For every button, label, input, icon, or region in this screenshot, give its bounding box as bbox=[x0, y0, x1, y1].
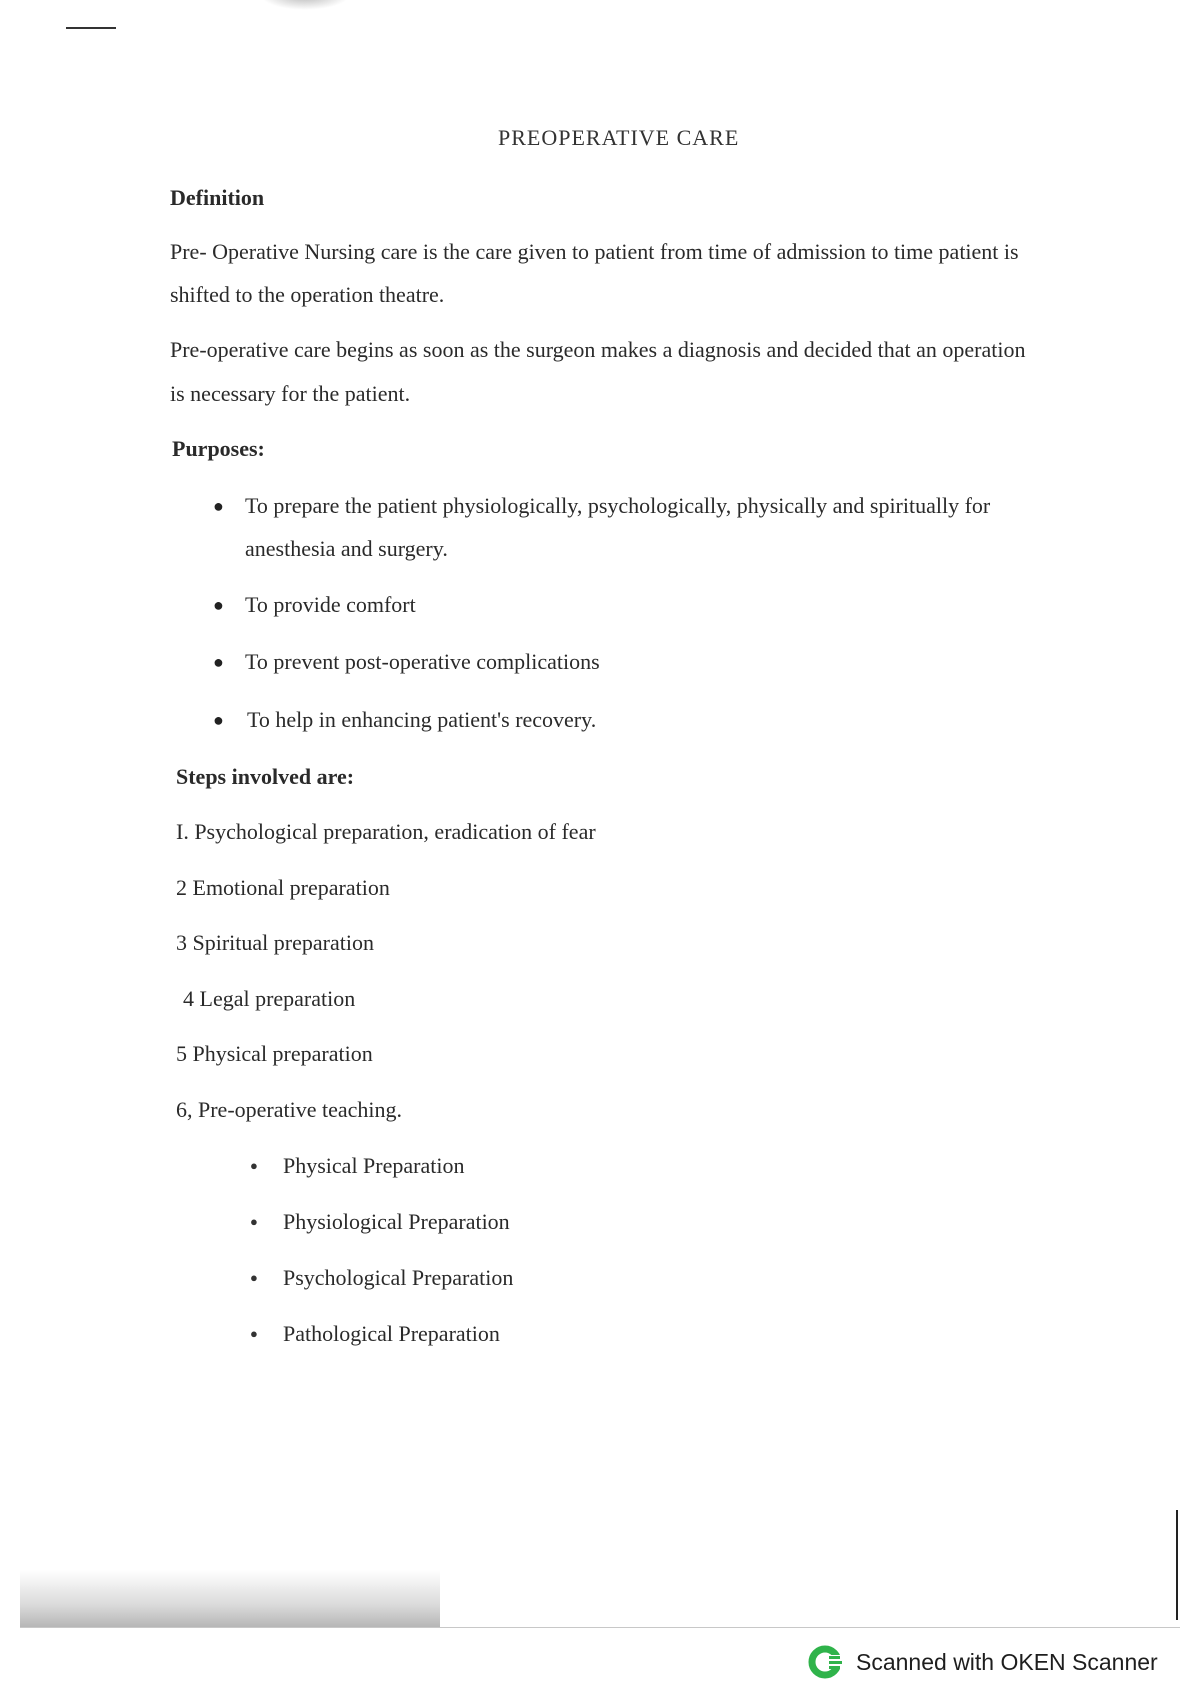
step-item: I. Psychological preparation, eradication of fear bbox=[176, 819, 596, 844]
definition-para2-line2: is necessary for the patient. bbox=[170, 381, 411, 406]
scan-mark-top bbox=[66, 27, 116, 29]
bullet-icon: ● bbox=[250, 1214, 258, 1229]
scanner-logo-icon bbox=[808, 1645, 842, 1679]
scanner-watermark-text: Scanned with OKEN Scanner bbox=[856, 1648, 1158, 1675]
bullet-icon: ● bbox=[250, 1158, 258, 1173]
step-item: 6, Pre-operative teaching. bbox=[176, 1097, 403, 1122]
purpose-item: To prepare the patient physiologically, psychologically, physically and spiritually for bbox=[245, 493, 991, 518]
bullet-icon: ● bbox=[213, 496, 224, 516]
bullet-icon: ● bbox=[213, 652, 224, 672]
purpose-item-continued: anesthesia and surgery. bbox=[245, 536, 448, 561]
bullet-icon: ● bbox=[250, 1270, 258, 1285]
purposes-heading: Purposes: bbox=[172, 436, 265, 461]
purpose-item: To prevent post-operative complications bbox=[245, 649, 600, 674]
page-title: PREOPERATIVE CARE bbox=[498, 125, 740, 150]
scan-shadow-top bbox=[260, 0, 350, 10]
bullet-icon: ● bbox=[213, 595, 224, 615]
scan-shadow-bottom bbox=[20, 1570, 440, 1628]
definition-para1-line1: Pre- Operative Nursing care is the care given to patient from time of admission to time patient is bbox=[170, 239, 1019, 264]
bullet-icon: ● bbox=[213, 710, 224, 730]
sub-item: Psychological Preparation bbox=[283, 1265, 514, 1290]
sub-item: Pathological Preparation bbox=[283, 1321, 500, 1346]
step-item: 4 Legal preparation bbox=[183, 986, 356, 1011]
bullet-icon: ● bbox=[250, 1326, 258, 1341]
steps-heading: Steps involved are: bbox=[176, 764, 355, 789]
scan-edge-line bbox=[20, 1627, 1180, 1628]
sub-item: Physiological Preparation bbox=[283, 1209, 510, 1234]
step-item: 2 Emotional preparation bbox=[176, 875, 390, 900]
step-item: 3 Spiritual preparation bbox=[176, 930, 374, 955]
definition-para2-line1: Pre-operative care begins as soon as the surgeon makes a diagnosis and decided that an operation bbox=[170, 337, 1026, 362]
scanner-watermark bbox=[808, 1644, 1158, 1680]
scan-mark-right bbox=[1176, 1510, 1178, 1620]
purpose-item: To help in enhancing patient's recovery. bbox=[247, 707, 597, 732]
sub-item: Physical Preparation bbox=[283, 1153, 465, 1178]
purpose-item: To provide comfort bbox=[245, 592, 416, 617]
definition-heading: Definition bbox=[170, 185, 265, 210]
definition-para1-line2: shifted to the operation theatre. bbox=[170, 282, 445, 307]
step-item: 5 Physical preparation bbox=[176, 1041, 373, 1066]
